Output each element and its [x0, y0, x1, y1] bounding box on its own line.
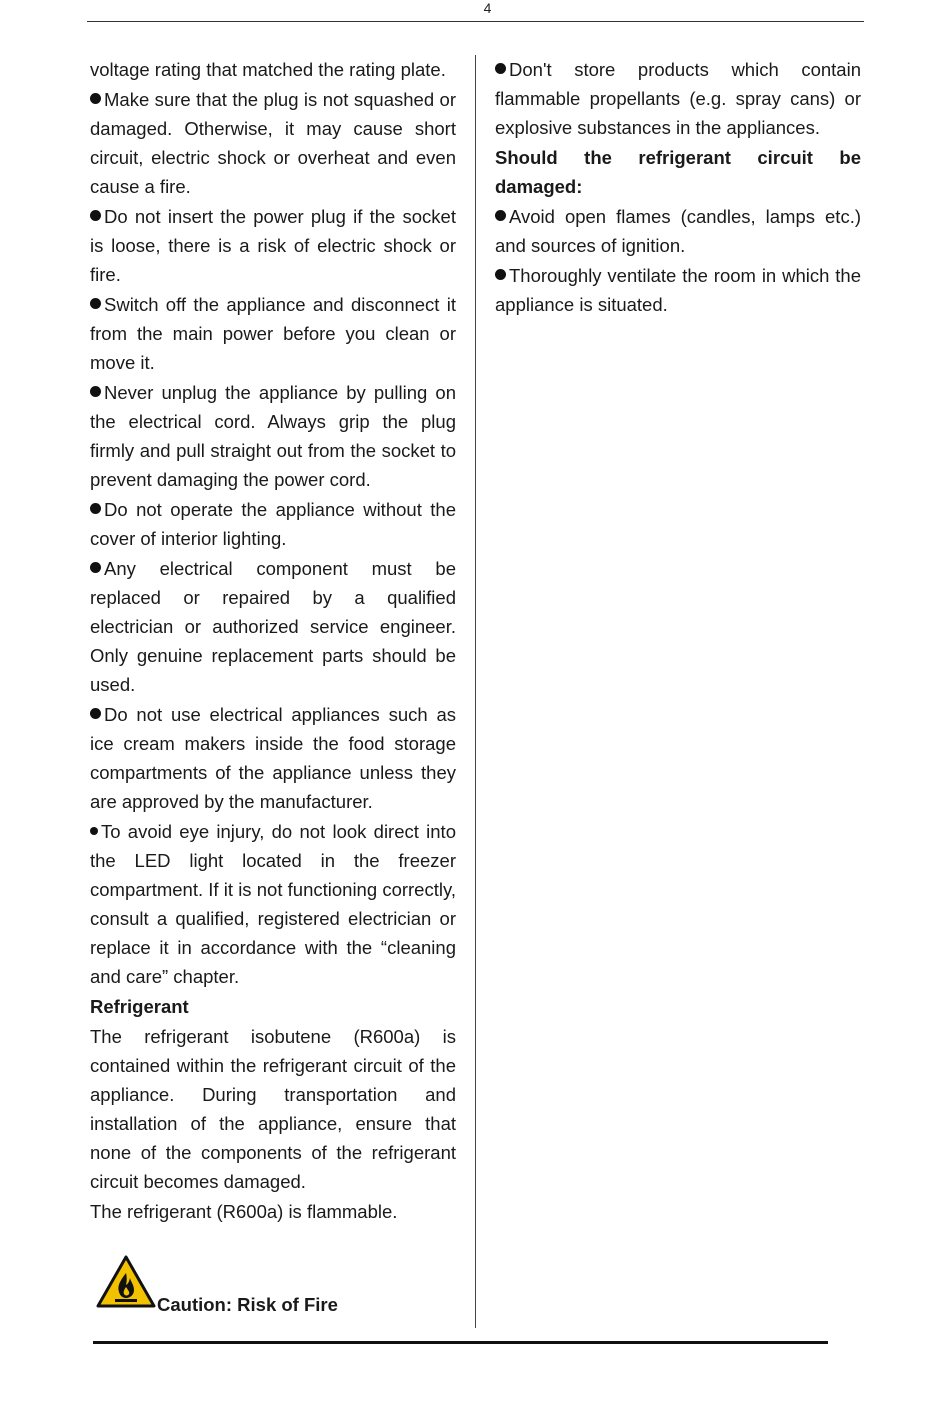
left-column: [90, 55, 456, 1227]
refrigerant-heading: Refrigerant: [90, 996, 189, 1017]
flammable-note: The refrigerant (R600a) is flammable.: [90, 1201, 398, 1222]
bullet-icon: [90, 298, 101, 309]
bullet-icon: [90, 827, 98, 835]
bullet-item: Do not operate the appliance without the cover of interior lighting.: [90, 499, 456, 549]
bullet-item: Don't store products which contain flammable propellants (e.g. spray cans) or explosive substances in the appliances.: [495, 59, 861, 138]
bullet-item: Switch off the appliance and disconnect it from the main power before you clean or move it.: [90, 294, 456, 373]
bullet-item: Thoroughly ventilate the room in which the appliance is situated.: [495, 265, 861, 315]
bullet-item: Do not insert the power plug if the socket is loose, there is a risk of electric shock or fire.: [90, 206, 456, 285]
bullet-item: Make sure that the plug is not squashed or damaged. Otherwise, it may cause short circuit, electric shock or overheat and even cause a fire.: [90, 89, 456, 197]
bullet-icon: [495, 210, 506, 221]
damaged-heading: Should the refrigerant circuit be damaged:: [495, 147, 861, 197]
bullet-icon: [90, 93, 101, 104]
bullet-icon: [495, 269, 506, 280]
bullet-icon: [495, 63, 506, 74]
right-column: [495, 55, 861, 320]
header-rule: [87, 21, 864, 22]
bullet-icon: [90, 386, 101, 397]
bullet-item: Any electrical component must be replaced or repaired by a qualified electrician or authorized service engineer. Only genuine replacement parts should be used.: [90, 558, 456, 695]
intro-paragraph: voltage rating that matched the rating plate.: [90, 59, 446, 80]
caution-label: Caution: Risk of Fire: [157, 1294, 338, 1315]
bullet-item: Do not use electrical appliances such as ice cream makers inside the food storage compartments of the appliance unless they are approved by the manufacturer.: [90, 704, 456, 812]
bullet-icon: [90, 708, 101, 719]
bullet-item: To avoid eye injury, do not look direct into the LED light located in the freezer compartment. If it is not functioning correctly, consult a qualified, registered electrician or replace it in accordance with the “cleaning and care” chapter.: [90, 821, 456, 987]
bullet-item: Avoid open flames (candles, lamps etc.) and sources of ignition.: [495, 206, 861, 256]
fire-warning-icon: [96, 1255, 156, 1309]
bullet-icon: [90, 562, 101, 573]
bullet-icon: [90, 210, 101, 221]
refrigerant-paragraph: The refrigerant isobutene (R600a) is contained within the refrigerant circuit of the appliance. During transportation and installation of the appliance, ensure that none of the components of the refrigerant circuit becomes damaged.: [90, 1026, 456, 1192]
footer-rule: [93, 1341, 828, 1344]
caution-block: [96, 1255, 476, 1317]
bullet-item: Never unplug the appliance by pulling on the electrical cord. Always grip the plug firmly and pull straight out from the socket to prevent damaging the power cord.: [90, 382, 456, 490]
bullet-icon: [90, 503, 101, 514]
column-divider: [475, 55, 476, 1328]
page-number: 4: [483, 0, 492, 16]
